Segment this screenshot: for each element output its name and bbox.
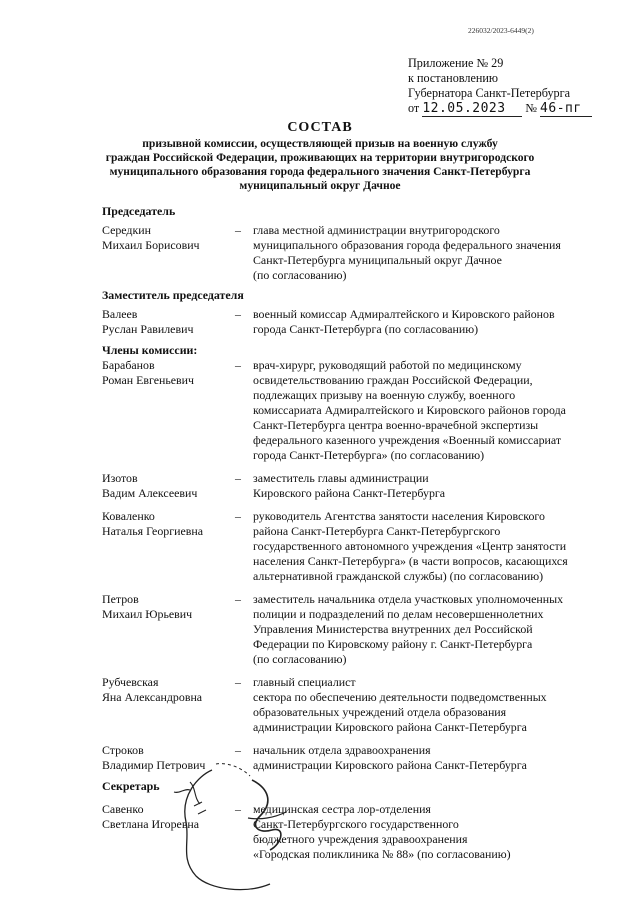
- section-heading-secretary: Секретарь: [102, 779, 160, 793]
- entry-chairman: [102, 223, 622, 283]
- person-position: заместитель главы администрации Кировского района Санкт-Петербурга: [253, 471, 446, 500]
- dash: –: [235, 675, 241, 689]
- person-name: Петров Михаил Юрьевич: [102, 592, 193, 621]
- section-heading-members: Члены комиссии:: [102, 343, 198, 357]
- section-heading-deputy: Заместитель председателя: [102, 288, 244, 302]
- subtitle-line: муниципального образования города федерального значения Санкт-Петербурга: [109, 165, 531, 178]
- person-position: военный комиссар Адмиралтейского и Кировского районов города Санкт-Петербурга (по согласованию): [253, 307, 555, 336]
- appendix-date-line: [408, 101, 592, 117]
- appendix-line: Приложение № 29: [408, 56, 504, 70]
- person-name: Валеев Руслан Равилевич: [102, 307, 194, 336]
- document-title: СОСТАВ: [287, 120, 353, 135]
- person-position: заместитель начальника отдела участковых уполномоченных полиции и подразделений по делам несовершеннолетних Управления Министерства внутренних дел Российской Федерации по Кировскому району г. Санкт-Петербурга (по согласованию): [253, 592, 564, 666]
- person-name: Строков Владимир Петрович: [102, 743, 206, 772]
- dash: –: [235, 509, 241, 523]
- appendix-line: Губернатора Санкт-Петербурга: [408, 86, 571, 100]
- entry-member: [102, 358, 622, 463]
- date-prefix: от: [408, 101, 420, 115]
- person-name: Рубчевская Яна Александровна: [102, 675, 203, 704]
- person-position: руководитель Агентства занятости населения Кировского района Санкт-Петербурга Санкт-Петербургского государственного автономного учреждения «Центр занятости населения Санкт-Петербурга» (в части вопросов, касающихся альтернативной гражданской службы) (по согласованию): [253, 509, 568, 583]
- dash: –: [235, 802, 241, 816]
- person-name: Середкин Михаил Борисович: [102, 223, 200, 252]
- document-id: 226032/2023-6449(2): [468, 26, 534, 35]
- dash: –: [235, 307, 241, 321]
- appendix-block: [408, 56, 592, 117]
- dash: –: [235, 471, 241, 485]
- subtitle-line: призывной комиссии, осуществляющей призыв на военную службу: [142, 137, 498, 150]
- subtitle-line: граждан Российской Федерации, проживающих на территории внутригородского: [105, 151, 535, 164]
- dash: –: [235, 358, 241, 372]
- document-subtitle: [90, 137, 550, 193]
- dash: –: [235, 592, 241, 606]
- person-position: главный специалист сектора по обеспечению деятельности подведомственных образовательных учреждений отдела образования администрации Кировского района Санкт-Петербурга: [253, 675, 547, 734]
- person-name: Савенко Светлана Игоревна: [102, 802, 200, 831]
- decree-number: 46-пг: [540, 101, 582, 116]
- commission-list: [102, 204, 622, 862]
- appendix-line: к постановлению: [408, 71, 499, 85]
- entry-deputy: [102, 307, 622, 337]
- person-name: Барабанов Роман Евгеньевич: [102, 358, 194, 387]
- entry-member: [102, 743, 622, 773]
- person-position: врач-хирург, руководящий работой по медицинскому освидетельствованию граждан Российской Федерации, подлежащих призыву на военную службу, военного комиссариата Адмиралтейского и Кировского районов города Санкт-Петербурга центра военно-врачебной экспертизы федерального казенного учреждения «Военный комиссариат города Санкт-Петербурга» (по согласованию): [253, 358, 566, 462]
- dash: –: [235, 743, 241, 757]
- section-heading-chairman: Председатель: [102, 204, 176, 218]
- subtitle-line: муниципальный округ Дачное: [239, 179, 401, 192]
- number-prefix: №: [525, 101, 537, 115]
- person-name: Коваленко Наталья Георгиевна: [102, 509, 203, 538]
- entry-member: [102, 675, 622, 735]
- dash: –: [235, 223, 241, 237]
- decree-date: 12.05.2023: [422, 101, 506, 116]
- person-position: медицинская сестра лор-отделения Санкт-Петербургского государственного бюджетного учреждения здравоохранения «Городская поликлиника № 88» (по согласованию): [253, 802, 511, 861]
- entry-secretary: [102, 802, 622, 862]
- person-position: начальник отдела здравоохранения администрации Кировского района Санкт-Петербурга: [253, 743, 527, 772]
- person-name: Изотов Вадим Алексеевич: [102, 471, 198, 500]
- entry-member: [102, 471, 622, 501]
- person-position: глава местной администрации внутригородского муниципального образования города федерального значения Санкт-Петербурга муниципальный округ Дачное (по согласованию): [253, 223, 561, 282]
- entry-member: [102, 592, 622, 667]
- entry-member: [102, 509, 622, 584]
